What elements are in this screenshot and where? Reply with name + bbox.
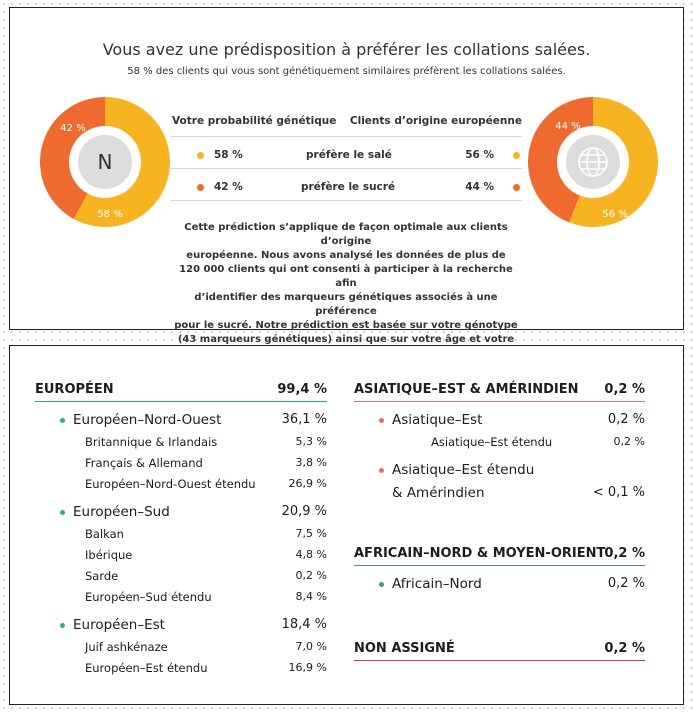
- list-item: [35, 586, 327, 607]
- subregion-name: Français & Allemand: [85, 456, 203, 470]
- taste-preference-panel: [9, 7, 684, 345]
- subregion-name: Sarde: [85, 569, 119, 583]
- subline: 58 % des clients qui vous sont génétiquement similaires préfèrent les collations salées.: [127, 66, 566, 77]
- bullet-dot: [60, 623, 65, 628]
- list-item: [354, 481, 645, 504]
- subregion-percent: 8,4 %: [295, 590, 327, 603]
- unassigned-header: [354, 638, 645, 661]
- european-percent: 99,4 %: [277, 382, 327, 397]
- sweet-percent-label: 44 %: [555, 121, 581, 132]
- subregion-name: Européen–Est étendu: [85, 661, 208, 675]
- region-name-line1: Asiatique–Est étendu: [392, 462, 535, 478]
- list-item: [35, 500, 327, 523]
- subregion-name: Ibérique: [85, 548, 133, 562]
- subregion-name: Européen–Sud étendu: [85, 590, 212, 604]
- list-item: [354, 408, 645, 431]
- eu-sweet-value: 44 %: [465, 181, 494, 193]
- salty-dot: [513, 152, 520, 159]
- region-name: Européen–Sud: [73, 504, 170, 520]
- salty-label: préfère le salé: [306, 149, 392, 161]
- european-header: [35, 379, 327, 402]
- sweet-dot: [513, 184, 520, 191]
- subregion-percent: 16,9 %: [288, 661, 327, 674]
- list-item: [35, 408, 327, 431]
- list-item: [35, 473, 327, 494]
- list-item: [354, 458, 645, 481]
- list-item: [35, 613, 327, 636]
- list-item: [35, 544, 327, 565]
- your-probability-donut: [28, 95, 182, 229]
- center-letter: N: [97, 150, 113, 174]
- region-name: Européen–Est: [73, 617, 165, 633]
- col-european-customers: Clients d’origine européenne: [349, 115, 522, 127]
- region-percent: < 0,1 %: [592, 485, 645, 500]
- european-customers-donut: [516, 95, 670, 229]
- list-item: [354, 431, 645, 452]
- african-header: [354, 543, 645, 566]
- note-line: d’identifier des marqueurs génétiques associés à une préférence: [194, 292, 498, 317]
- unassigned-title: NON ASSIGNÉ: [354, 641, 455, 656]
- unassigned-section: [354, 638, 645, 661]
- sweet-label: préfère le sucré: [301, 181, 396, 193]
- east-asian-title: ASIATIQUE–EST & AMÉRINDIEN: [354, 382, 579, 397]
- region-name: Européen–Nord-Ouest: [73, 412, 222, 428]
- preference-table: [170, 106, 522, 201]
- eu-salty-value: 56 %: [465, 149, 494, 161]
- sweet-percent-label: 42 %: [60, 123, 86, 134]
- note-line: Cette prédiction s’applique de façon optimale aux clients d’origine: [184, 222, 508, 247]
- region-percent: 18,4 %: [281, 617, 327, 632]
- subregion-name: Européen–Nord-Ouest étendu: [85, 477, 256, 491]
- col-your-probability: Votre probabilité génétique: [172, 115, 337, 127]
- list-item: [35, 565, 327, 586]
- prediction-note: [167, 221, 525, 361]
- subregion-percent: 26,9 %: [288, 477, 327, 490]
- sweet-dot: [197, 184, 204, 191]
- note-line: 120 000 clients qui ont consenti à participer à la recherche afin: [179, 264, 513, 289]
- north-african-middle-east-section: [354, 543, 645, 595]
- subregion-name: Balkan: [85, 527, 124, 541]
- subregion-percent: 5,3 %: [295, 435, 327, 448]
- list-item: [35, 523, 327, 544]
- european-title: EUROPÉEN: [35, 382, 114, 397]
- your-sweet-value: 42 %: [214, 181, 243, 193]
- unassigned-percent: 0,2 %: [604, 641, 645, 656]
- subregion-percent: 0,2 %: [295, 569, 327, 582]
- salty-percent-label: 56 %: [602, 209, 628, 220]
- list-item: [35, 452, 327, 473]
- headline: Vous avez une prédisposition à préférer les collations salées.: [102, 40, 591, 59]
- bullet-dot: [379, 468, 384, 473]
- note-line: européenne. Nous avons analysé les données de plus de: [186, 250, 506, 261]
- list-item: [35, 636, 327, 657]
- list-item: [35, 431, 327, 452]
- list-item: [354, 572, 645, 595]
- table-header: [170, 106, 522, 137]
- east-asian-native-american-section: [354, 379, 645, 504]
- bullet-dot: [379, 418, 384, 423]
- table-row: [170, 169, 522, 201]
- note-line: pour le sucré. Notre prédiction est basée sur votre génotype: [174, 320, 518, 331]
- bullet-dot: [60, 510, 65, 515]
- region-percent: 0,2 %: [607, 576, 645, 591]
- bullet-dot: [379, 582, 384, 587]
- region-name-line2: & Amérindien: [392, 485, 485, 501]
- subregion-percent: 7,0 %: [295, 640, 327, 653]
- ancestry-composition-panel: [9, 345, 684, 705]
- your-salty-value: 58 %: [214, 149, 243, 161]
- subregion-name: Juif ashkénaze: [85, 640, 168, 654]
- bullet-dot: [60, 418, 65, 423]
- subregion-percent: 7,5 %: [295, 527, 327, 540]
- subregion-percent: 4,8 %: [295, 548, 327, 561]
- note-line: (43 marqueurs génétiques) ainsi que sur votre âge et votre: [177, 334, 515, 345]
- region-name: Africain–Nord: [392, 576, 482, 592]
- subregion-percent: 3,8 %: [295, 456, 327, 469]
- salty-dot: [197, 152, 204, 159]
- african-title: AFRICAIN–NORD & MOYEN-ORIENT: [354, 546, 606, 561]
- european-section: [35, 379, 327, 678]
- subregion-name: Britannique & Irlandais: [85, 435, 218, 449]
- region-percent: 36,1 %: [281, 412, 327, 427]
- african-percent: 0,2 %: [604, 546, 645, 561]
- east-asian-header: [354, 379, 645, 402]
- subregion-name: Asiatique–Est étendu: [431, 435, 553, 449]
- table-row: [170, 137, 522, 169]
- region-name: Asiatique–Est: [392, 412, 483, 428]
- region-percent: 20,9 %: [281, 504, 327, 519]
- salty-percent-label: 58 %: [97, 209, 123, 220]
- subregion-percent: 0,2 %: [613, 435, 645, 448]
- region-percent: 0,2 %: [607, 412, 645, 427]
- east-asian-percent: 0,2 %: [604, 382, 645, 397]
- list-item: [35, 657, 327, 678]
